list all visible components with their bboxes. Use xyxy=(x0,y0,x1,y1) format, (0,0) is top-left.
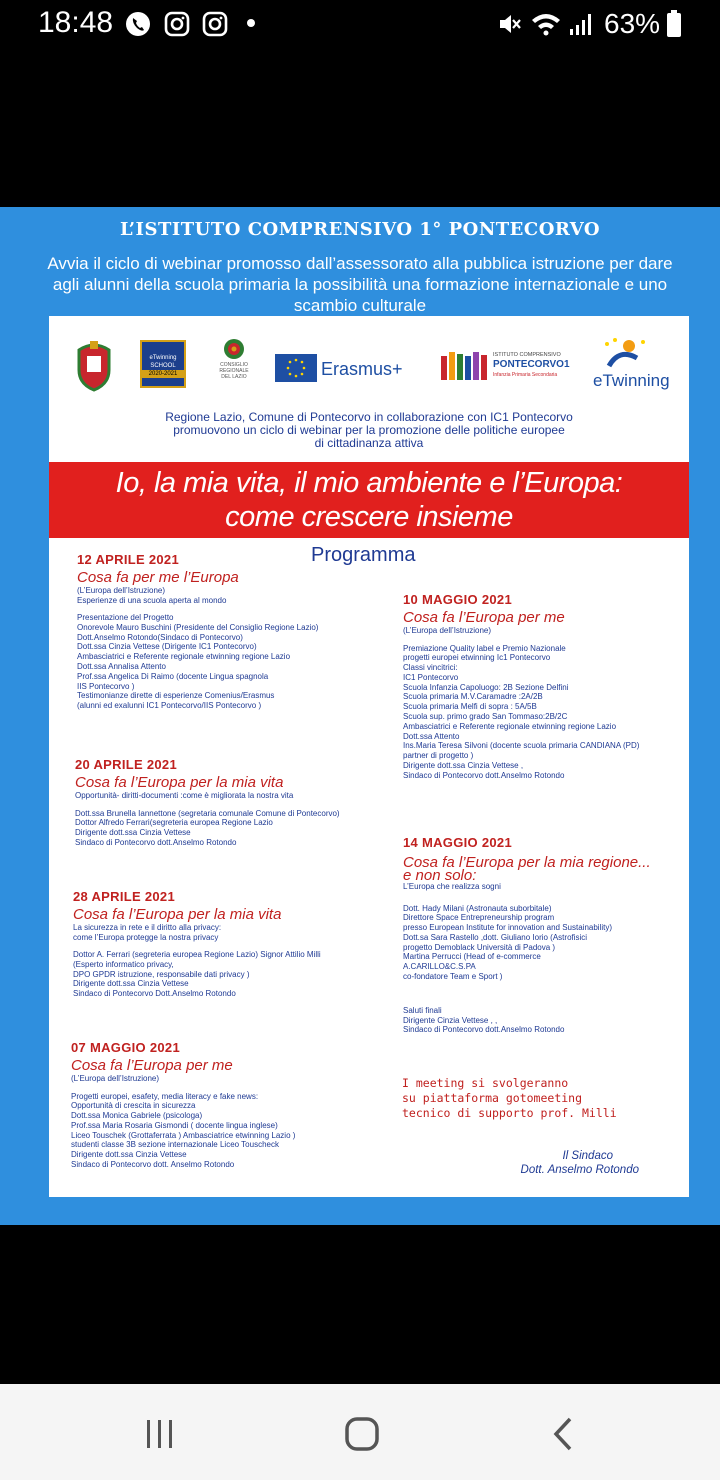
instagram-icon xyxy=(202,11,228,37)
flyer-header-title: L’ISTITUTO COMPRENSIVO 1° PONTECORVO xyxy=(119,219,601,240)
event-body-line: Classi vincitrici: xyxy=(403,663,458,673)
event-subtitle xyxy=(403,882,651,892)
mute-icon xyxy=(496,11,522,37)
event-title: Cosa fa l’Europa per la mia regione... xyxy=(403,854,651,871)
wifi-icon xyxy=(530,11,562,37)
etwinning-figure-icon xyxy=(599,336,649,372)
event-20-aprile xyxy=(75,757,340,848)
event-sub-line: La sicurezza in rete e il diritto alla privacy: xyxy=(73,923,222,932)
event-body-line: Prof.ssa Maria Rosaria Gismondi ( docente lingua inglese) xyxy=(71,1120,278,1130)
event-body-line: Opportunità di crescita in sicurezza xyxy=(71,1101,196,1111)
event-closing-line: Dirigente Cinzia Vettese , , xyxy=(403,1015,498,1025)
event-body-line: presso European Institute for innovation and Sustainability) xyxy=(403,923,613,933)
event-body-line: Presentazione del Progetto xyxy=(77,613,174,622)
event-body-line: Dott.ssa Monica Gabriele (psicologa) xyxy=(71,1111,203,1121)
event-body-line: progetti europei etwinning Ic1 Pontecorvo xyxy=(403,653,551,663)
event-28-aprile xyxy=(73,889,321,999)
event-body-line: Progetti europei, esafety, media literacy e fake news: xyxy=(71,1091,259,1101)
event-10-maggio xyxy=(403,592,639,781)
event-body-line: Testimonianze dirette di esperienze Comenius/Erasmus xyxy=(77,691,275,701)
comune-crest-logo xyxy=(71,338,117,394)
event-body-line: Dirigente dott.ssa Cinzia Vettese xyxy=(73,979,189,989)
etwinning-school-year: 2020-2021 xyxy=(142,370,184,378)
event-body-line: Sindaco di Pontecorvo dott. Anselmo Rotondo xyxy=(71,1160,235,1170)
event-body xyxy=(77,613,318,711)
event-body-line: Dirigente dott.ssa Cinzia Vettese xyxy=(71,1150,187,1160)
flyer-intro xyxy=(20,253,700,316)
event-07-maggio xyxy=(71,1040,295,1170)
event-subtitle xyxy=(403,626,639,636)
event-12-aprile xyxy=(77,552,318,711)
event-body xyxy=(71,1092,295,1170)
banner-line: come crescere insieme xyxy=(225,501,513,533)
event-body-line: IC1 Pontecorvo xyxy=(403,672,459,682)
event-body-line: DPO GPDR istruzione, responsabile dati privacy ) xyxy=(73,969,250,979)
intro-line: agli alunni della scuola primaria la possibilità una formazione internazionale e uno xyxy=(52,275,668,294)
erasmus-logo xyxy=(275,354,425,384)
event-body-line: partner di progetto ) xyxy=(403,751,474,761)
event-body-line: co-fondatore Team e Sport ) xyxy=(403,972,503,982)
event-closing-line: Saluti finali xyxy=(403,1005,442,1015)
meeting-line: I meeting si svolgeranno xyxy=(402,1076,569,1090)
event-title: Cosa fa l’Europa per me xyxy=(403,609,565,626)
event-body-line: Prof.ssa Angelica Di Raimo (docente Lingua spagnola xyxy=(77,671,269,681)
event-title: Cosa fa l’Europa per me xyxy=(71,1057,233,1074)
event-body-line: A.CARILLO&C.S.PA xyxy=(403,962,476,972)
event-14-maggio xyxy=(403,835,651,1035)
event-body xyxy=(403,904,651,982)
ic-line-1: ISTITUTO COMPRENSIVO xyxy=(493,352,561,358)
consiglio-regionale-logo xyxy=(209,338,259,388)
status-bar xyxy=(0,0,720,50)
event-body-line: Premiazione Quality label e Premio Nazionale xyxy=(403,643,566,653)
event-date: 28 APRILE 2021 xyxy=(73,889,175,904)
event-body-line: Ambasciatrici e Referente regionale etwinning regione Lazio xyxy=(77,652,291,662)
event-body-line: Dott.sa Sara Rastello ,dott. Giuliano Iorio (Astrofisici xyxy=(403,932,588,942)
erasmus-label: Erasmus+ xyxy=(321,359,403,379)
signature xyxy=(469,1149,639,1177)
event-body-line: Dott.ssa Cinzia Vettese (Dirigente IC1 Pontecorvo) xyxy=(77,642,257,652)
event-body-line: Dott.ssa Brunella Iannettone (segretaria comunale Comune di Pontecorvo) xyxy=(75,808,340,818)
promo-line: di cittadinanza attiva xyxy=(314,436,424,450)
meeting-line: tecnico di supporto prof. Milli xyxy=(402,1106,617,1120)
event-sub-line: come l’Europa protegge la nostra privacy xyxy=(73,932,219,942)
banner-line: Io, la mia vita, il mio ambiente e l’Europa: xyxy=(115,467,623,499)
event-body-line: Ins.Maria Teresa Silvoni (docente scuola primaria CANDIANA (PD) xyxy=(403,741,640,751)
event-date: 07 MAGGIO 2021 xyxy=(71,1040,180,1055)
event-date: 14 MAGGIO 2021 xyxy=(403,835,512,850)
promo-text xyxy=(119,411,619,450)
event-body-line: Scuola sup. primo grado San Tommaso:2B/2C xyxy=(403,712,568,722)
event-body xyxy=(75,809,340,848)
event-body-line: Scuola primaria Melfi di sopra : 5A/5B xyxy=(403,702,537,712)
flyer-image xyxy=(0,207,720,1225)
phone-icon xyxy=(125,11,151,37)
event-title: Cosa fa l’Europa per la mia vita xyxy=(75,774,284,791)
etwinning-school-label: eTwinning xyxy=(149,355,177,361)
event-subtitle xyxy=(71,1074,295,1084)
signature-name: Dott. Anselmo Rotondo xyxy=(520,1164,639,1176)
event-sub-line: L’Europa che realizza sogni xyxy=(403,882,501,891)
etwinning-school-logo xyxy=(140,340,186,388)
event-body-line: Dott.ssa Annalisa Attento xyxy=(77,661,166,671)
consiglio-emblem-icon xyxy=(223,338,245,360)
event-body-line: Scuola Infanzia Capoluogo: 2B Sezione Delfini xyxy=(403,682,569,692)
event-body-line: (alunni ed exalunni IC1 Pontecorvo/IIS Pontecorvo ) xyxy=(77,701,262,711)
dot-icon xyxy=(244,16,258,30)
event-subtitle xyxy=(77,586,318,605)
event-body-line: Liceo Touschek (Grottaferrata ) Ambasciatrice etwinning Lazio ) xyxy=(71,1130,296,1140)
consiglio-line: CONSIGLIO xyxy=(220,362,248,368)
event-body-line: (Esperto informatico privacy, xyxy=(73,959,174,969)
title-banner xyxy=(49,462,689,538)
event-body-line: Onorevole Mauro Buschini (Presidente del Consiglio Regione Lazio) xyxy=(77,622,319,632)
promo-line: promuovono un ciclo di webinar per la promozione delle politiche europee xyxy=(173,423,565,437)
event-body-line: Sindaco di Pontecorvo dott.Anselmo Rotondo xyxy=(75,837,237,847)
etwinning-school-sub: SCHOOL xyxy=(150,363,176,369)
ic-line-3: Infanzia Primaria Secondaria xyxy=(493,372,558,378)
signal-icon xyxy=(568,11,594,37)
event-body-line: Dott. Hady Milani (Astronauta suborbitale) xyxy=(403,903,552,913)
programma-heading: Programma xyxy=(311,544,416,566)
event-closing-line: Sindaco di Pontecorvo dott.Anselmo Rotondo xyxy=(403,1025,565,1035)
event-sub-line: Esperienze di una scuola aperta al mondo xyxy=(77,595,227,605)
event-body-line: studenti classe 3B sezione internazionale Liceo Touscheck xyxy=(71,1140,279,1150)
event-sub-line: (L’Europa dell’Istruzione) xyxy=(77,586,166,595)
event-title: Cosa fa per me l’Europa xyxy=(77,569,239,586)
intro-line: scambio culturale xyxy=(293,296,427,315)
event-body-line: Ambasciatrici e Referente regionale etwinning regione Lazio xyxy=(403,721,617,731)
meeting-line: su piattaforma gotomeeting xyxy=(402,1091,583,1105)
ic-pontecorvo-logo xyxy=(439,350,569,384)
event-body-line: Scuola primaria M.V.Caramadre :2A/2B xyxy=(403,692,543,702)
event-body-line: Sindaco di Pontecorvo dott.Anselmo Rotondo xyxy=(403,770,565,780)
event-body-line: Dott.ssa Attento xyxy=(403,731,460,741)
event-sub-line: (L’Europa dell’Istruzione) xyxy=(71,1074,160,1083)
event-sub-line: (L’Europa dell’Istruzione) xyxy=(403,626,492,635)
eu-flag-icon xyxy=(275,354,317,382)
event-subtitle xyxy=(73,923,321,942)
recent-apps-icon[interactable] xyxy=(140,1414,180,1454)
event-body-line: Dirigente dott.ssa Cinzia Vettese , xyxy=(403,761,524,771)
event-closing xyxy=(403,1006,651,1035)
event-date: 12 APRILE 2021 xyxy=(77,552,179,567)
home-icon[interactable] xyxy=(342,1414,382,1454)
event-body-line: Dirigente dott.ssa Cinzia Vettese xyxy=(75,828,191,838)
event-body-line: Martina Perrucci (Head of e-commerce xyxy=(403,952,541,962)
instagram-icon xyxy=(164,11,190,37)
books-icon xyxy=(439,350,491,382)
event-title: Cosa fa l’Europa per la mia vita xyxy=(73,906,282,923)
status-time: 18:48 xyxy=(38,6,114,39)
event-body-line: Sindaco di Pontecorvo Dott.Anselmo Rotondo xyxy=(73,989,236,999)
event-date: 20 APRILE 2021 xyxy=(75,757,177,772)
event-body-line: Dottor A. Ferrari (segreteria europea Regione Lazio) Signor Attilio Milli xyxy=(73,950,321,959)
navigation-bar xyxy=(0,1384,720,1480)
event-sub-line: Opportunità- diritti-documenti :come è migliorata la nostra vita xyxy=(75,791,294,800)
event-body-line: progetto Demoblack Università di Padova ) xyxy=(403,942,556,952)
consiglio-line: REGIONALE xyxy=(219,368,249,374)
event-body xyxy=(73,950,321,999)
event-subtitle xyxy=(75,791,340,801)
intro-line: Avvia il ciclo di webinar promosso dall’assessorato alla pubblica istruzione per dare xyxy=(47,254,673,273)
event-body-line: Dottor Alfredo Ferrari(segreteria europea Regione Lazio xyxy=(75,818,273,828)
etwinning-logo xyxy=(593,336,673,392)
ic-line-2: PONTECORVO1 xyxy=(493,359,570,370)
promo-line: Regione Lazio, Comune di Pontecorvo in collaborazione con IC1 Pontecorvo xyxy=(165,410,573,424)
logo-row xyxy=(49,336,689,406)
event-title-2: e non solo: xyxy=(403,867,477,884)
event-body-line: Dott.Anselmo Rotondo(Sindaco di Pontecorvo) xyxy=(77,632,243,642)
event-body-line: Direttore Space Entrepreneurship program xyxy=(403,913,555,923)
poster xyxy=(49,316,689,1197)
meeting-note xyxy=(402,1076,617,1121)
battery-icon xyxy=(666,10,682,38)
signature-role: Il Sindaco xyxy=(562,1150,613,1162)
event-body xyxy=(403,644,639,781)
back-icon[interactable] xyxy=(544,1414,584,1454)
event-date: 10 MAGGIO 2021 xyxy=(403,592,512,607)
event-body-line: IIS Pontecorvo ) xyxy=(77,681,135,691)
consiglio-line: DEL LAZIO xyxy=(221,374,247,380)
etwinning-label: eTwinning xyxy=(593,371,670,390)
battery-percent: 63% xyxy=(604,8,661,39)
